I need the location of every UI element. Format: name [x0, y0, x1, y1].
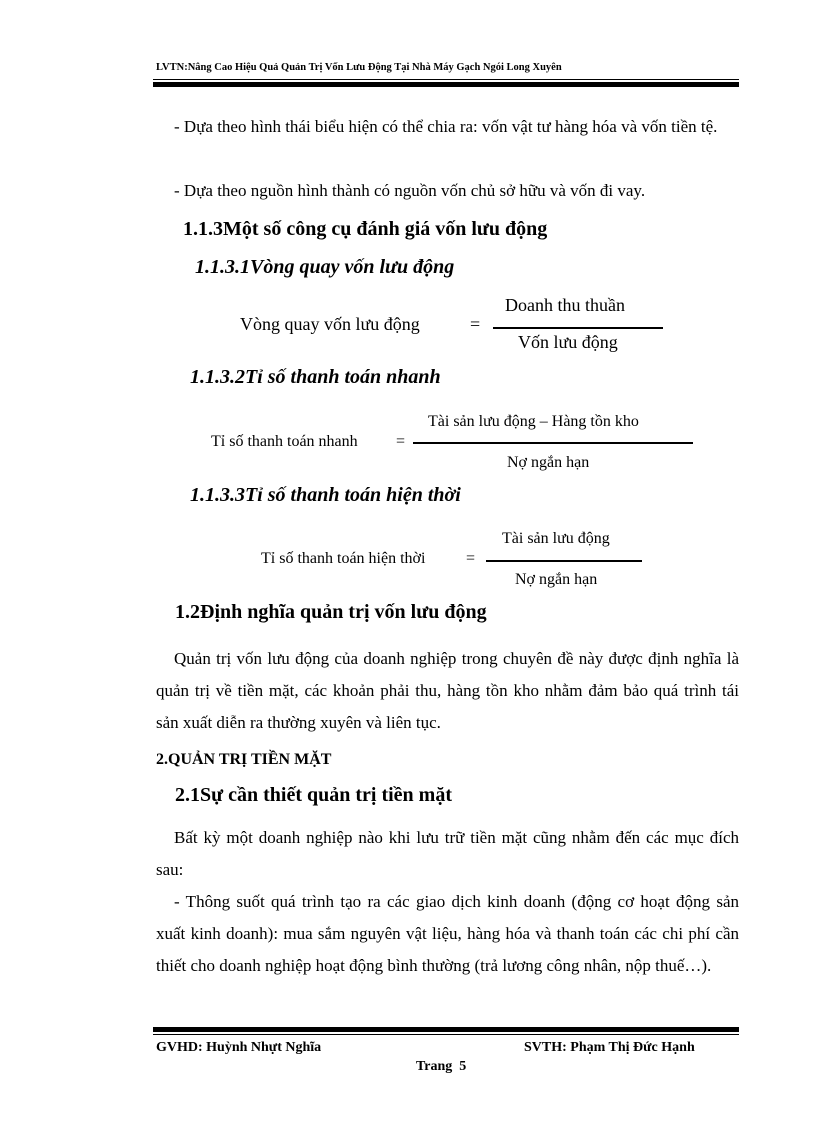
- page-number: Trang 5: [416, 1059, 467, 1074]
- formula-1-eq: =: [470, 314, 481, 334]
- footer-student: SVTH: Phạm Thị Đức Hạnh: [524, 1040, 695, 1055]
- intro-line-2: - Dựa theo nguồn hình thành có nguồn vốn chủ sở hữu và vốn đi vay.: [174, 181, 646, 200]
- formula-2-eq: =: [396, 433, 406, 450]
- subsection-heading-1131: 1.1.3.1Vòng quay vốn lưu động: [195, 256, 455, 278]
- formula-1-lhs: Vòng quay vốn lưu động: [240, 314, 420, 334]
- section-heading-21: 2.1Sự cần thiết quản trị tiền mặt: [175, 784, 453, 806]
- formula-3-numerator: Tài sản lưu động: [502, 530, 610, 547]
- subsection-heading-1132: 1.1.3.2Tỉ số thanh toán nhanh: [190, 366, 441, 388]
- formula-3-eq: =: [466, 550, 476, 567]
- section-heading-12: 1.2Định nghĩa quản trị vốn lưu động: [175, 601, 487, 623]
- section-21-body-2: - Thông suốt quá trình tạo ra các giao dịch kinh doanh (động cơ hoạt động sản xuất kinh doanh): mua sắm nguyên vật liệu, hàng hóa và thanh toán các chi phí cần thiết cho doanh nghiệp hoạt động bình thường (trả lương công nhân, nộp thuế…).: [156, 892, 739, 975]
- formula-2-denominator: Nợ ngắn hạn: [507, 454, 590, 471]
- header-rule-thin: [153, 79, 739, 80]
- running-header: LVTN:Nâng Cao Hiệu Quả Quản Trị Vốn Lưu Động Tại Nhà Máy Gạch Ngói Long Xuyên: [156, 62, 562, 73]
- formula-3-lhs: Tỉ số thanh toán hiện thời: [261, 550, 426, 567]
- section-heading-113: 1.1.3Một số công cụ đánh giá vốn lưu động: [183, 218, 548, 240]
- formula-3-fraction-bar: [486, 560, 642, 562]
- footer-advisor: GVHD: Huỳnh Nhựt Nghĩa: [156, 1040, 322, 1055]
- section-12-body: Quản trị vốn lưu động của doanh nghiệp trong chuyên đề này được định nghĩa là quản trị về tiền mặt, các khoản phải thu, hàng tồn kho nhằm đảm bảo quá trình tái sản xuất diễn ra thường xuyên và liên tục.: [156, 649, 739, 732]
- formula-2-lhs: Tỉ số thanh toán nhanh: [211, 433, 358, 450]
- chapter-heading-2: 2.QUẢN TRỊ TIỀN MẶT: [156, 751, 332, 768]
- formula-2-fraction-bar: [413, 442, 693, 444]
- header-rule-thick: [153, 82, 739, 87]
- footer-rule-thin: [153, 1034, 739, 1035]
- intro-line-1: - Dựa theo hình thái biểu hiện có thể chia ra: vốn vật tư hàng hóa và vốn tiền tệ.: [174, 117, 718, 136]
- formula-1-denominator: Vốn lưu động: [518, 332, 618, 352]
- subsection-heading-1133: 1.1.3.3Tỉ số thanh toán hiện thời: [190, 484, 461, 506]
- footer-rule-thick: [153, 1027, 739, 1032]
- formula-3-denominator: Nợ ngắn hạn: [515, 571, 598, 588]
- section-21-body-1: Bất kỳ một doanh nghiệp nào khi lưu trữ tiền mặt cũng nhằm đến các mục đích sau:: [156, 828, 739, 879]
- formula-2-numerator: Tài sản lưu động – Hàng tồn kho: [428, 413, 639, 430]
- formula-1-numerator: Doanh thu thuần: [505, 295, 625, 315]
